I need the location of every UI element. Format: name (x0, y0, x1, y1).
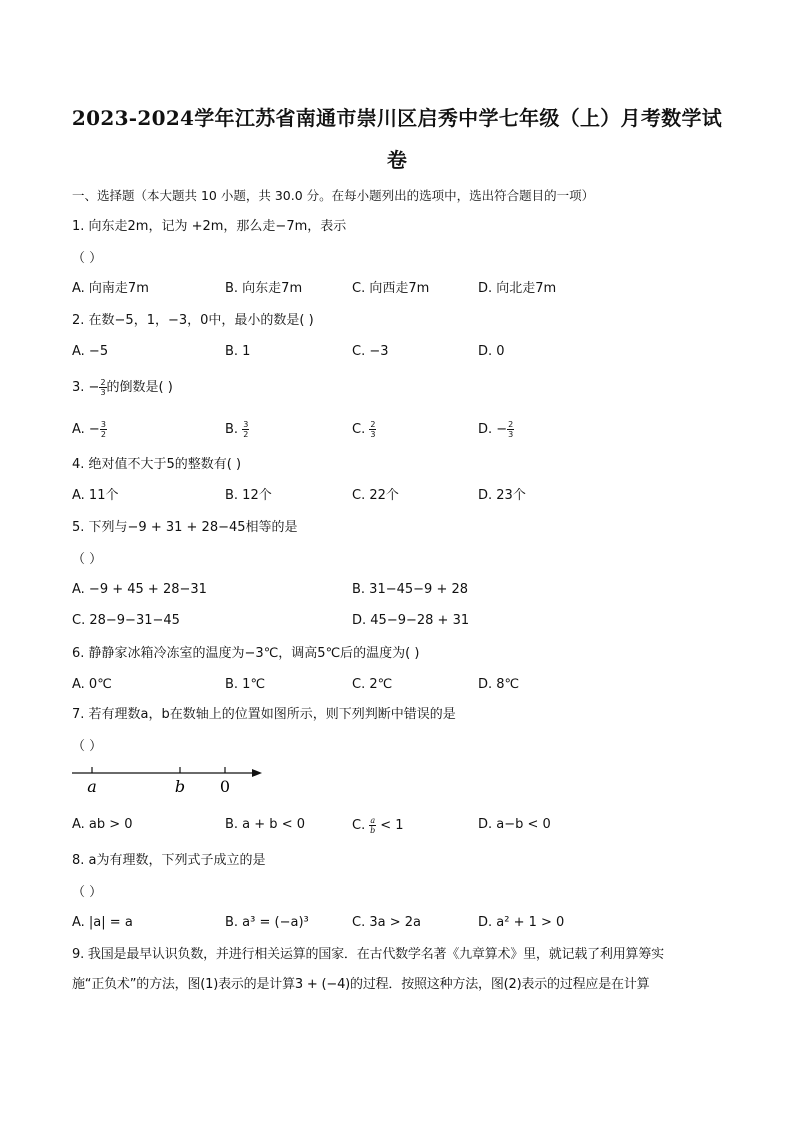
option-fraction (369, 420, 376, 439)
fraction-numerator: 3 (100, 420, 106, 429)
question-8-option-c: C. 3a > 2a (352, 915, 421, 930)
question-1-paren: （ ） (72, 251, 103, 266)
exam-title-line1: 2023-2024学年江苏省南通市崇川区启秀中学七年级（上）月考数学试 (71, 106, 723, 130)
question-5-option-a: A. −9 + 45 + 28−31 (72, 582, 207, 597)
question-3-fraction (99, 378, 106, 397)
question-3-stem (72, 378, 173, 397)
question-8-option-d: D. a² + 1 > 0 (478, 915, 565, 930)
axis-label-zero: 0 (219, 777, 231, 796)
question-7-option-d: D. a−b < 0 (478, 817, 551, 832)
question-7-stem: 7. 若有理数a，b在数轴上的位置如图所示，则下列判断中错误的是 (72, 707, 456, 722)
question-4-stem: 4. 绝对值不大于5的整数有( ) (72, 457, 242, 472)
option-label: C. (352, 422, 370, 437)
question-4-option-c: C. 22个 (352, 488, 399, 503)
axis-label-a: a (87, 777, 97, 796)
option-label: A. − (72, 422, 100, 437)
question-2-option-c: C. −3 (352, 344, 389, 359)
question-3-option-d (478, 420, 514, 439)
number-line-arrow (252, 769, 262, 777)
fraction-numerator: 2 (100, 378, 106, 387)
number-line-figure (70, 760, 270, 802)
question-1-option-c: C. 向西走7m (352, 281, 430, 296)
axis-label-b: b (174, 777, 186, 796)
option-label: C. (352, 818, 370, 833)
question-6-option-b: B. 1℃ (225, 677, 266, 692)
fraction-denominator: 3 (100, 388, 106, 397)
question-3-suffix: 的倒数是( ) (106, 380, 173, 395)
option-label: D. − (478, 422, 508, 437)
option-tail: < 1 (376, 818, 404, 833)
question-1-option-b: B. 向东走7m (225, 281, 303, 296)
question-2-stem: 2. 在数−5，1，−3，0中，最小的数是( ) (72, 313, 314, 328)
question-3-option-b (225, 420, 249, 439)
option-fraction (242, 420, 249, 439)
question-3-option-a (72, 420, 107, 439)
fraction-denominator: b (370, 826, 376, 835)
question-3-prefix: 3. − (72, 380, 100, 395)
question-9-stem-line1: 9. 我国是最早认识负数，并进行相关运算的国家．在古代数学名著《九章算术》里，就记载了利用算筹实 (72, 947, 664, 962)
question-8-option-b: B. a³ = (−a)³ (225, 915, 309, 930)
question-6-option-a: A. 0℃ (72, 677, 112, 692)
question-7-option-a: A. ab > 0 (72, 817, 133, 832)
question-5-option-c: C. 28−9−31−45 (72, 613, 180, 628)
question-4-option-d: D. 23个 (478, 488, 526, 503)
question-8-stem: 8. a为有理数，下列式子成立的是 (72, 853, 266, 868)
question-2-option-d: D. 0 (478, 344, 505, 359)
question-1-stem: 1. 向东走2m，记为 +2m，那么走−7m，表示 (72, 219, 347, 234)
fraction-numerator: a (370, 816, 376, 825)
fraction-denominator: 2 (243, 430, 249, 439)
question-2-option-b: B. 1 (225, 344, 251, 359)
fraction-numerator: 2 (508, 420, 514, 429)
question-1-option-d: D. 向北走7m (478, 281, 557, 296)
question-4-option-a: A. 11个 (72, 488, 119, 503)
question-1-option-a: A. 向南走7m (72, 281, 149, 296)
option-fraction (100, 420, 107, 439)
question-3-option-c (352, 420, 376, 439)
question-7-option-c (352, 816, 404, 835)
section-heading: 一、选择题（本大题共 10 小题，共 30.0 分。在每小题列出的选项中，选出符合题目的一项） (72, 188, 595, 203)
fraction-denominator: 3 (508, 430, 514, 439)
fraction-denominator: 2 (100, 430, 106, 439)
fraction-denominator: 3 (370, 430, 376, 439)
option-label: B. (225, 422, 243, 437)
question-7-paren: （ ） (72, 739, 103, 754)
fraction-numerator: 2 (370, 420, 376, 429)
option-fraction (507, 420, 514, 439)
question-5-option-b: B. 31−45−9 + 28 (352, 582, 469, 597)
question-5-option-d: D. 45−9−28 + 31 (352, 613, 470, 628)
question-6-stem: 6. 静静家冰箱冷冻室的温度为−3℃，调高5℃后的温度为( ) (72, 646, 420, 661)
exam-title-line2: 卷 (386, 148, 408, 172)
question-8-option-a: A. |a| = a (72, 915, 133, 930)
question-2-option-a: A. −5 (72, 344, 109, 359)
question-9-stem-line2: 施“正负术”的方法，图(1)表示的是计算3 + (−4)的过程．按照这种方法，图(2)表示的过程应是在计算 (72, 977, 650, 992)
question-7-option-b: B. a + b < 0 (225, 817, 305, 832)
fraction-numerator: 3 (243, 420, 249, 429)
question-6-option-c: C. 2℃ (352, 677, 393, 692)
question-4-option-b: B. 12个 (225, 488, 272, 503)
question-5-stem: 5. 下列与−9 + 31 + 28−45相等的是 (72, 520, 298, 535)
question-5-paren: （ ） (72, 552, 103, 567)
question-6-option-d: D. 8℃ (478, 677, 520, 692)
question-8-paren: （ ） (72, 885, 103, 900)
